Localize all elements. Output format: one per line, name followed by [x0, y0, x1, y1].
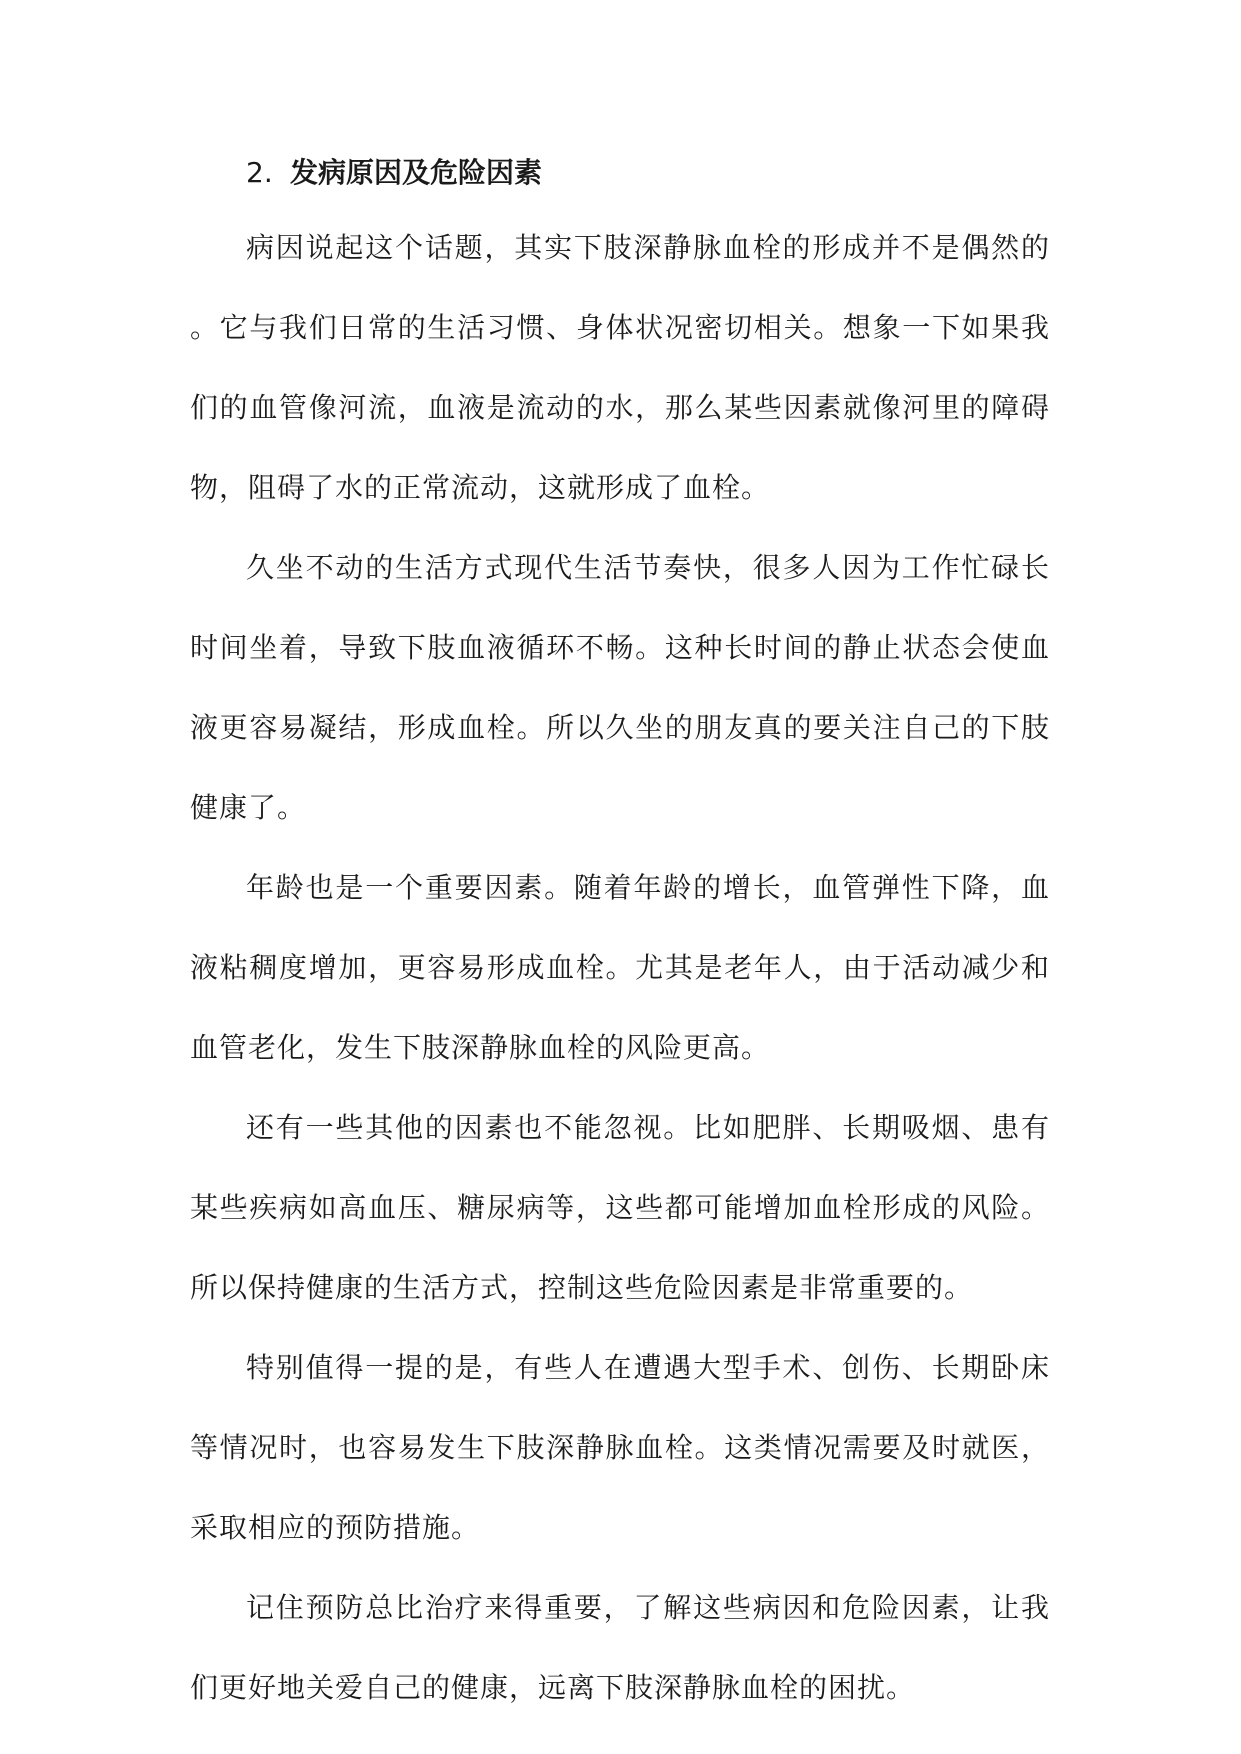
paragraph-sedentary: 久坐不动的生活方式现代生活节奏快，很多人因为工作忙碌长时间坐着，导致下肢血液循环不畅。这种长时间的静止状态会使血液更容易凝结，形成血栓。所以久坐的朋友真的要关注自己的下肢健康了。 [190, 551, 1050, 824]
section-heading [190, 138, 1050, 208]
paragraph-age: 年龄也是一个重要因素。随着年龄的增长，血管弹性下降，血液粘稠度增加，更容易形成血栓。尤其是老年人，由于活动减少和血管老化，发生下肢深静脉血栓的风险更高。 [190, 871, 1050, 1064]
paragraph-surgery-trauma: 特别值得一提的是，有些人在遭遇大型手术、创伤、长期卧床等情况时，也容易发生下肢深静脉血栓。这类情况需要及时就医，采取相应的预防措施。 [190, 1351, 1050, 1544]
document-body [190, 138, 1050, 1728]
section-title: 发病原因及危险因素 [290, 156, 543, 189]
section-number: 2. [246, 156, 273, 189]
paragraph-prevention: 记住预防总比治疗来得重要，了解这些病因和危险因素，让我们更好地关爱自己的健康，远离下肢深静脉血栓的困扰。 [190, 1591, 1050, 1704]
paragraph-other-factors: 还有一些其他的因素也不能忽视。比如肥胖、长期吸烟、患有某些疾病如高血压、糖尿病等，这些都可能增加血栓形成的风险。所以保持健康的生活方式，控制这些危险因素是非常重要的。 [190, 1111, 1050, 1304]
paragraph-cause-intro: 病因说起这个话题，其实下肢深静脉血栓的形成并不是偶然的。它与我们日常的生活习惯、身体状况密切相关。想象一下如果我们的血管像河流，血液是流动的水，那么某些因素就像河里的障碍物，阻碍了水的正常流动，这就形成了血栓。 [190, 231, 1050, 504]
